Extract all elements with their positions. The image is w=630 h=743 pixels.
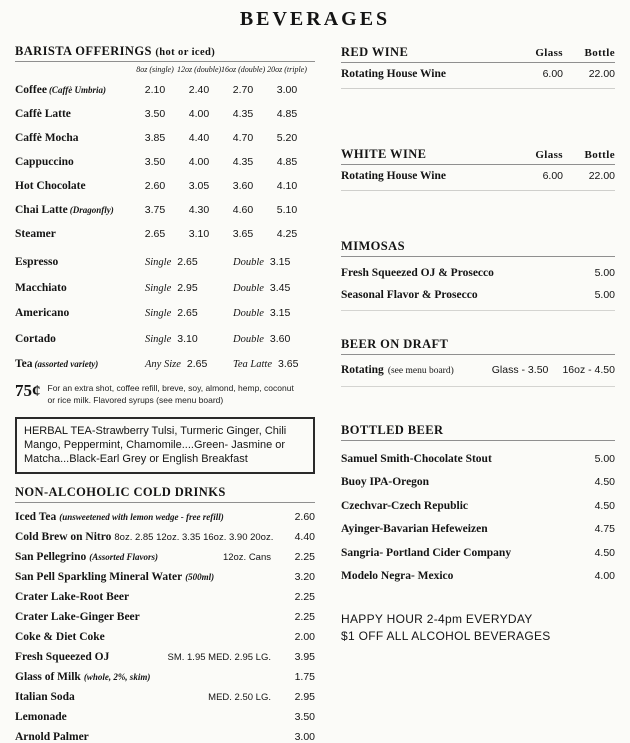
item-price: 2.60 [294, 510, 315, 523]
item-price: 3.60 [232, 180, 254, 192]
single-price-cell [145, 252, 233, 270]
item-name: Rotating House Wine [341, 170, 447, 182]
item-label [15, 104, 133, 122]
item-price: 2.25 [294, 550, 315, 563]
menu-item-row [15, 711, 315, 723]
item-label [15, 200, 133, 218]
menu-item-row [341, 165, 615, 191]
menu-item-row [15, 278, 315, 296]
menu-item-row [15, 200, 315, 218]
item-sizes: 12oz. Cans [222, 551, 271, 563]
item-name: Steamer [15, 228, 56, 240]
menu-item-row [15, 303, 315, 321]
item-name: Macchiato [15, 281, 67, 294]
menu-item-row [15, 224, 315, 242]
item-price: 5.00 [594, 267, 615, 279]
item-price: 3.75 [144, 204, 166, 216]
red-wine-heading-text: RED WINE [341, 45, 409, 59]
item-label [15, 303, 145, 321]
item-price: 3.85 [144, 132, 166, 144]
item-price: 4.30 [188, 204, 210, 216]
single-price-cell [145, 354, 233, 372]
extra-shot-note-row [15, 382, 315, 407]
section-heading-bottled-beer: BOTTLED BEER [341, 423, 615, 441]
item-label [15, 152, 133, 170]
menu-item-row [341, 547, 615, 559]
red-wine-section [341, 45, 615, 89]
size-label: Tea Latte [233, 359, 272, 370]
bottle-price: 22.00 [588, 170, 615, 182]
item-price: 4.50 [594, 476, 615, 488]
item-price: 4.00 [188, 156, 210, 168]
item-price: 4.10 [276, 180, 298, 192]
item-name: San Pell Sparkling Mineral Water [15, 570, 183, 583]
item-price: 3.00 [294, 730, 315, 743]
happy-hour-line2: $1 OFF ALL ALCOHOL BEVERAGES [341, 629, 551, 643]
draft-beer-section [341, 337, 615, 387]
size-header-1: 8oz (single) [136, 65, 174, 74]
size-label: Single [145, 257, 172, 268]
item-price: 4.75 [594, 523, 615, 535]
menu-item-row [15, 329, 315, 347]
item-name: Espresso [15, 256, 59, 268]
extra-shot-price: 75¢ [15, 381, 41, 400]
item-price: 2.00 [294, 630, 315, 643]
menu-item-row [15, 252, 315, 270]
item-price: 2.10 [144, 84, 166, 96]
size-label: Single [145, 282, 172, 294]
item-price: 2.65 [144, 228, 166, 240]
single-price-cell [145, 278, 233, 296]
menu-item-row [341, 267, 615, 279]
menu-item-row [15, 511, 315, 523]
size-label: Any Size [145, 359, 181, 370]
size-label: Single [145, 308, 172, 319]
size-label: Double [233, 282, 264, 294]
item-name: Rotating [341, 364, 384, 376]
right-column [341, 44, 615, 643]
item-note: (Caffè Umbria) [48, 85, 107, 95]
item-price: 4.60 [232, 204, 254, 216]
item-name: Modelo Negra- Mexico [341, 570, 454, 582]
glass-price: 6.00 [542, 68, 563, 80]
item-sizes: 8oz. 2.85 12oz. 3.35 16oz. 3.90 20oz. [114, 531, 274, 543]
glass-price: Glass - 3.50 [491, 364, 549, 376]
menu-item-row [15, 551, 315, 563]
item-price: 2.60 [144, 180, 166, 192]
double-price-cell [233, 329, 315, 347]
single-price-cell [145, 329, 233, 347]
white-wine-heading-text: WHITE WINE [341, 147, 427, 161]
menu-item-row [341, 500, 615, 512]
double-price-cell [233, 354, 315, 372]
item-price: 5.00 [594, 289, 615, 301]
item-name: Czechvar-Czech Republic [341, 499, 468, 512]
bottled-beer-section [341, 423, 615, 582]
item-name: Iced Tea [15, 510, 57, 523]
menu-item-row [15, 671, 315, 683]
item-name: Sangria- Portland Cider Company [341, 546, 512, 559]
menu-item-row [15, 531, 315, 543]
item-price: 3.50 [144, 156, 166, 168]
item-sizes: MED. 2.50 LG. [208, 691, 271, 703]
item-label [15, 252, 145, 270]
menu-item-row [341, 364, 615, 387]
item-name: Cortado [15, 332, 56, 345]
item-name: Tea [15, 358, 33, 370]
item-name: San Pellegrino [15, 550, 87, 563]
item-price: 4.35 [232, 108, 254, 120]
item-name: Coke & Diet Coke [15, 630, 105, 643]
pint-price: 16oz - 4.50 [562, 364, 615, 376]
menu-item-row [341, 289, 615, 301]
item-note: (see menu board) [387, 366, 454, 376]
item-name: Italian Soda [15, 690, 75, 703]
section-heading-cold-drinks: NON-ALCOHOLIC COLD DRINKS [15, 485, 315, 503]
size-label: Double [233, 257, 264, 268]
menu-item-row [15, 731, 315, 743]
section-heading-red-wine [341, 45, 615, 63]
item-price: 4.00 [594, 570, 615, 582]
single-price-cell [145, 303, 233, 321]
menu-item-row [341, 476, 615, 488]
item-price: 3.05 [188, 180, 210, 192]
item-label [15, 128, 133, 146]
item-note: (Assorted Flavors) [89, 551, 159, 562]
item-price: 5.10 [276, 204, 298, 216]
bottled-beer-items [341, 453, 615, 583]
section-heading-white-wine [341, 147, 615, 165]
item-price: 4.70 [232, 132, 254, 144]
happy-hour-line1: HAPPY HOUR 2-4pm EVERYDAY [341, 612, 533, 626]
item-name: Caffè Latte [15, 108, 71, 120]
menu-item-row [15, 651, 315, 663]
happy-hour-note [341, 612, 615, 643]
item-name: Samuel Smith-Chocolate Stout [341, 452, 492, 465]
item-note: (Dragonfly) [69, 205, 114, 215]
item-price: 2.70 [232, 84, 254, 96]
barista-heading-note: (hot or iced) [155, 47, 216, 58]
double-price-cell [233, 303, 315, 321]
size-label: Single [145, 333, 172, 345]
item-name: Fresh Squeezed OJ [15, 650, 110, 663]
size-label: Double [233, 333, 264, 345]
item-label [15, 224, 133, 242]
item-price: 2.65 [177, 256, 198, 268]
item-name: Americano [15, 307, 70, 319]
item-name: Rotating House Wine [341, 68, 447, 80]
item-price: 3.20 [294, 570, 315, 583]
size-label: Double [233, 308, 264, 319]
item-name: Glass of Milk [15, 670, 81, 683]
menu-item-row [341, 63, 615, 89]
item-price: 3.65 [278, 358, 299, 370]
glass-price: 6.00 [542, 170, 563, 182]
section-heading-draft-beer: BEER ON DRAFT [341, 337, 615, 355]
item-price: 4.00 [188, 108, 210, 120]
double-price-cell [233, 278, 315, 296]
item-price: 5.00 [594, 452, 615, 465]
item-price: 2.95 [294, 690, 315, 703]
item-label [15, 354, 145, 372]
menu-item-row [341, 523, 615, 535]
item-name: Crater Lake-Root Beer [15, 590, 130, 603]
item-name: Buoy IPA-Oregon [341, 476, 430, 488]
item-name: Seasonal Flavor & Prosecco [341, 289, 478, 301]
item-name: Fresh Squeezed OJ & Prosecco [341, 267, 494, 279]
item-price: 3.95 [294, 650, 315, 663]
item-price: 1.75 [294, 670, 315, 683]
item-price: 3.50 [294, 710, 315, 723]
menu-item-row [15, 152, 315, 170]
item-name: Crater Lake-Ginger Beer [15, 610, 140, 623]
item-price: 2.65 [177, 307, 198, 319]
item-name: Cappuccino [15, 156, 74, 168]
menu-item-row [15, 176, 315, 194]
menu-item-row [15, 611, 315, 623]
double-price-cell [233, 252, 315, 270]
item-price: 3.00 [276, 84, 298, 96]
menu-item-row [15, 691, 315, 703]
menu-item-row [15, 354, 315, 372]
item-price: 3.15 [269, 307, 291, 319]
left-column [15, 44, 315, 743]
barista-size-header-row [15, 65, 315, 74]
bottle-column-header: Bottle [584, 149, 615, 161]
section-heading-mimosas: MIMOSAS [341, 239, 615, 257]
menu-item-row [15, 591, 315, 603]
item-price: 2.40 [188, 84, 210, 96]
section-heading-barista [15, 44, 315, 62]
item-sizes: SM. 1.95 MED. 2.95 LG. [167, 651, 271, 663]
item-price: 2.95 [177, 281, 198, 294]
menu-item-row [15, 631, 315, 643]
menu-item-row [341, 453, 615, 465]
item-price: 3.65 [232, 228, 254, 240]
item-price: 4.85 [276, 156, 298, 168]
item-label [15, 329, 145, 347]
bottle-price: 22.00 [588, 68, 615, 80]
item-name: Chai Latte [15, 204, 68, 216]
size-header-3: 16oz (double) [221, 65, 266, 74]
menu-columns [15, 44, 615, 743]
item-name: Coffee [15, 84, 47, 96]
item-price: 3.10 [188, 228, 210, 240]
menu-item-row [341, 570, 615, 582]
item-name: Arnold Palmer [15, 730, 89, 743]
item-price: 5.20 [276, 132, 298, 144]
item-price: 4.35 [232, 156, 254, 168]
barista-heading-text: BARISTA OFFERINGS [15, 44, 152, 58]
item-price: 2.25 [294, 610, 315, 623]
glass-column-header: Glass [535, 47, 563, 59]
menu-item-row [15, 80, 315, 98]
herbal-tea-box: HERBAL TEA-Strawberry Tulsi, Turmeric Ginger, Chili Mango, Peppermint, Chamomile....Green- Jasmine or Matcha...Black-Earl Grey or English Breakfast [15, 417, 315, 474]
item-price: 3.10 [177, 332, 198, 345]
bottle-column-header: Bottle [584, 47, 615, 59]
item-note: (unsweetened with lemon wedge - free refill) [59, 511, 224, 522]
item-price: 3.45 [269, 281, 291, 294]
menu-item-row [15, 104, 315, 122]
item-name: Lemonade [15, 710, 67, 723]
mimosas-section [341, 239, 615, 311]
size-header-2: 12oz (double) [177, 65, 222, 74]
glass-column-header: Glass [535, 149, 563, 161]
menu-item-row [15, 128, 315, 146]
item-name: Caffè Mocha [15, 132, 79, 144]
item-price: 2.25 [294, 590, 315, 603]
item-note: (whole, 2%, skim) [83, 671, 151, 682]
white-wine-section [341, 147, 615, 191]
item-note: (assorted variety) [34, 359, 99, 369]
item-price: 4.25 [276, 228, 298, 240]
item-price: 3.15 [269, 256, 291, 268]
item-label [15, 278, 145, 296]
item-price: 4.85 [276, 108, 298, 120]
page-title: BEVERAGES [239, 8, 391, 30]
item-price: 4.40 [188, 132, 210, 144]
item-price: 3.60 [269, 332, 291, 345]
item-price: 3.50 [144, 108, 166, 120]
item-note: (500ml) [185, 571, 215, 582]
item-label [15, 176, 133, 194]
menu-item-row [15, 571, 315, 583]
item-label [15, 80, 133, 98]
item-price: 4.40 [294, 530, 315, 543]
extra-shot-note: For an extra shot, coffee refill, breve, soy, almond, hemp, coconut or rice milk. Flavored syrups (see menu board) [47, 383, 294, 406]
item-name: Ayinger-Bavarian Hefeweizen [341, 523, 488, 535]
item-price: 4.50 [594, 499, 615, 512]
espresso-section [15, 252, 315, 372]
item-name: Hot Chocolate [15, 180, 86, 192]
item-name: Cold Brew on Nitro [15, 530, 112, 543]
size-header-4: 20oz (triple) [267, 65, 307, 74]
item-price: 4.50 [594, 546, 615, 559]
mimosa-items [341, 267, 615, 311]
item-price: 2.65 [186, 358, 208, 370]
